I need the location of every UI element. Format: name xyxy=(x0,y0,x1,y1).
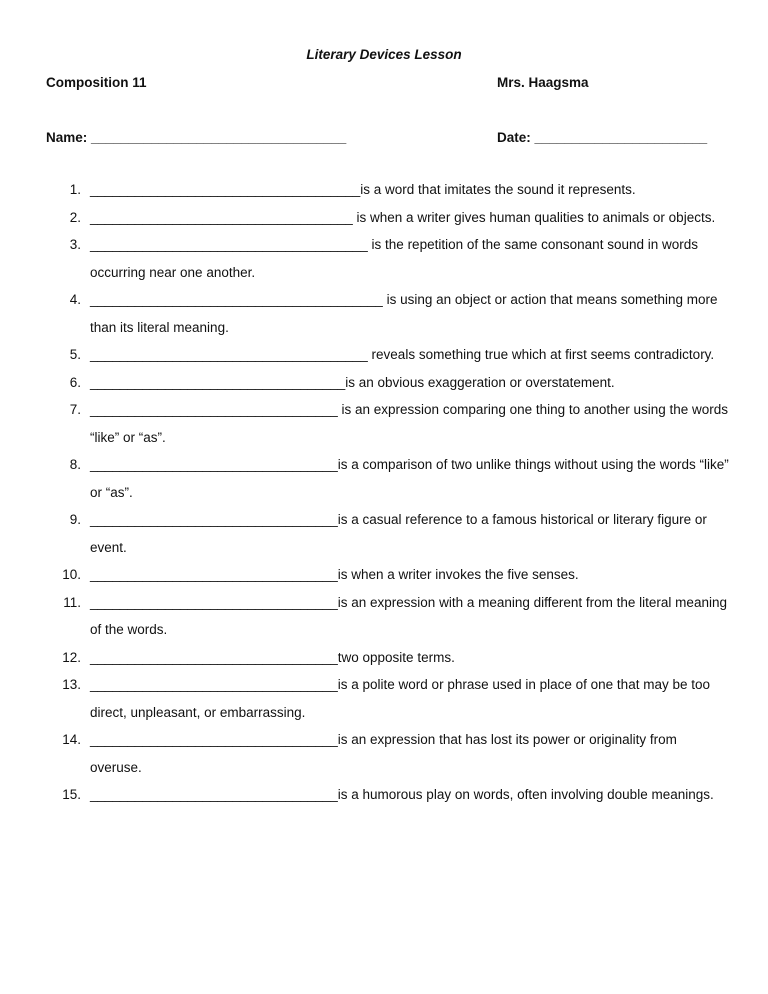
question-text: ___________________________________ is when a writer gives human qualities to animals or objects. xyxy=(90,209,716,225)
name-field: Name: __________________________________ xyxy=(46,130,347,145)
question-item xyxy=(0,589,768,644)
question-number: 13. xyxy=(62,677,81,692)
course-name: Composition 11 xyxy=(46,75,147,90)
question-number: 12. xyxy=(62,649,81,665)
question-number: 1. xyxy=(69,182,81,197)
question-text: _________________________________is a humorous play on words, often involving double meanings. xyxy=(90,787,714,802)
question-number: 2. xyxy=(69,209,81,225)
question-number: 9. xyxy=(69,512,81,527)
question-item xyxy=(0,451,768,506)
question-item xyxy=(0,341,768,369)
question-item xyxy=(0,781,768,809)
question-number: 5. xyxy=(69,347,81,362)
question-text: _________________________________is a polite word or phrase used in place of one that may be too direct, unpleasant, or embarrassing. xyxy=(90,677,710,720)
question-text: _____________________________________ is the repetition of the same consonant sound in words occurring near one another. xyxy=(90,237,698,280)
question-number: 6. xyxy=(69,374,81,390)
question-text: _________________________________is a casual reference to a famous historical or literary figure or event. xyxy=(90,512,707,555)
question-number: 4. xyxy=(69,292,81,307)
question-item xyxy=(0,286,768,341)
question-item xyxy=(0,396,768,451)
question-item xyxy=(0,204,768,232)
question-text: _____________________________________ reveals something true which at first seems contradictory. xyxy=(90,347,715,362)
question-item xyxy=(0,561,768,589)
question-number: 8. xyxy=(69,457,81,472)
question-text: _________________________________is when a writer invokes the five senses. xyxy=(90,567,579,582)
question-text: _________________________________ is an expression comparing one thing to another using the words “like” or “as”. xyxy=(90,402,729,445)
question-text: _________________________________is a comparison of two unlike things without using the words “like” or “as”. xyxy=(90,457,729,500)
question-number: 14. xyxy=(62,732,81,747)
date-field: Date: _______________________ xyxy=(497,130,708,145)
teacher-name: Mrs. Haagsma xyxy=(497,75,589,90)
question-item xyxy=(0,644,768,672)
question-text: ____________________________________is a word that imitates the sound it represents. xyxy=(90,182,636,197)
question-text: _______________________________________ is using an object or action that means something more than its literal meaning. xyxy=(90,292,718,335)
question-text: _________________________________is an expression with a meaning different from the literal meaning of the words. xyxy=(90,594,727,637)
question-number: 10. xyxy=(62,567,81,582)
question-text: _________________________________two opposite terms. xyxy=(90,649,455,665)
document-title: Literary Devices Lesson xyxy=(306,47,462,62)
question-item xyxy=(0,726,768,781)
question-item xyxy=(0,506,768,561)
question-item xyxy=(0,176,768,204)
question-text: __________________________________is an obvious exaggeration or overstatement. xyxy=(90,374,615,390)
question-number: 11. xyxy=(63,594,81,610)
question-item xyxy=(0,369,768,397)
question-number: 3. xyxy=(69,237,81,252)
question-number: 7. xyxy=(69,402,81,417)
question-item xyxy=(0,231,768,286)
question-number: 15. xyxy=(62,787,81,802)
question-item xyxy=(0,671,768,726)
question-text: _________________________________is an expression that has lost its power or originality from overuse. xyxy=(90,732,677,775)
question-list xyxy=(0,176,768,809)
